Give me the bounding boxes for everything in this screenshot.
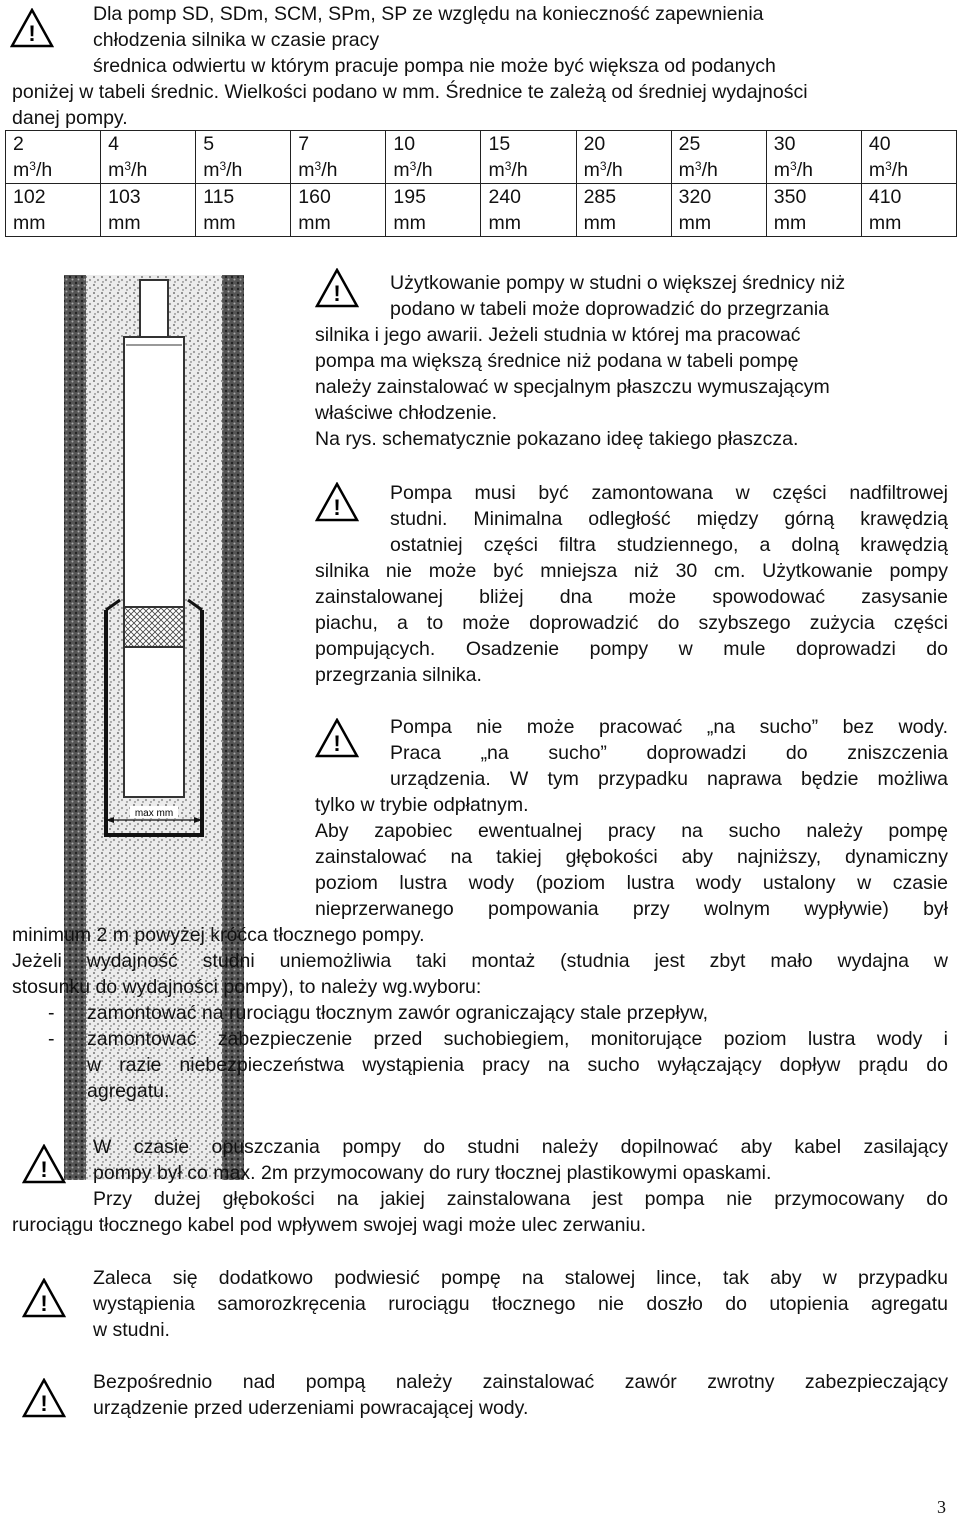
discharge-pipe [140, 280, 168, 340]
warning4-line-3: Przy dużej głębokości na jakiej zainstalowana jest pompa nie przymocowany do [93, 1188, 948, 1210]
flow-unit-exponent: 3 [314, 159, 322, 173]
svg-text:!: ! [40, 1391, 48, 1416]
warning3-line-5: Aby zapobiec ewentualnej pracy na sucho należy pompę [315, 820, 948, 842]
flow-unit-exponent: 3 [124, 159, 132, 173]
flow-unit-per-hour: /h [701, 159, 718, 181]
warning2-line-8: przegrzania silnika. [315, 664, 482, 686]
max-mm-label: max mm [134, 808, 174, 819]
warning2-indented [390, 480, 948, 558]
flow-cell [196, 131, 291, 184]
flow-unit-m: m [678, 159, 695, 181]
diameter-unit: mm [583, 212, 617, 234]
warning3-line-8: nieprzerwanego pompowania przy wolnym wypływie) był [315, 898, 948, 920]
flow-unit [488, 157, 575, 183]
flow-cell [481, 131, 576, 184]
warning1-line-4: pompa ma większą średnice niż podana w tabeli pompę [315, 350, 799, 372]
warning3-full [12, 948, 948, 1000]
warning3-line-10: Jeżeli wydajność studni uniemożliwia taki montaż (studnia jest zbyt mało wydajna w [12, 950, 948, 972]
warning3-line-9: minimum 2 m powyżej króćca tłocznego pompy. [12, 924, 425, 946]
warning1-line-3: silnika i jego awarii. Jeżeli studnia w której ma pracować [315, 324, 801, 346]
flow-unit-m: m [868, 159, 886, 181]
flow-unit-exponent: 3 [790, 159, 797, 173]
pump-intake-mesh [124, 607, 184, 647]
bullet-1-line-1: zamontować na rurociągu tłocznym zawór ograniczający stale przepływ, [87, 1002, 709, 1024]
bullet-dash: - [48, 1002, 55, 1024]
warning4-line-1: W czasie opuszczania pompy do studni należy dopilnować aby kabel zasilający [93, 1136, 948, 1158]
warning3-line-3: urządzenia. W tym przypadku naprawa będzie możliwa [390, 768, 948, 790]
flow-row [6, 131, 957, 184]
bullet-2-line-2: w razie niebezpieczeństwa wystąpienia pracy na sucho wyłączający dopływ prądu do [87, 1054, 948, 1076]
diameter-value: 350 [773, 186, 807, 208]
intro-line-5: danej pompy. [12, 107, 128, 129]
flow-unit-per-hour: /h [131, 159, 148, 181]
flow-unit [584, 157, 671, 183]
warning3-line-2: Praca „na sucho” doprowadzi do zniszczenia [390, 742, 948, 764]
flow-cell [861, 131, 956, 184]
diameter-row [6, 184, 957, 237]
diameter-cell [861, 184, 956, 237]
diameter-unit: mm [203, 212, 236, 234]
diameter-table [5, 130, 957, 237]
bullet-2-line-1: zamontować zabezpieczenie przed suchobiegiem, monitorujące poziom lustra wody i [87, 1028, 948, 1050]
warning3-line-4: tylko w trybie odpłatnym. [315, 794, 529, 816]
pump-body [124, 337, 184, 607]
diameter-cell [481, 184, 576, 237]
warning-triangle-icon [315, 718, 359, 758]
flow-value: 5 [203, 133, 215, 155]
diameter-value: 410 [868, 186, 902, 208]
warning4-line-2: pompy był co max. 2m przymocowany do rury tłocznej plastikowymi opaskami. [93, 1162, 772, 1184]
warning6-line-2: urządzenie przed uderzeniami powracającej wody. [93, 1397, 529, 1419]
flow-unit-exponent: 3 [219, 159, 227, 173]
flow-unit-per-hour: /h [35, 159, 53, 181]
flow-cell [386, 131, 481, 184]
warning3-body [315, 818, 948, 922]
warning1-line-6: właściwe chłodzenie. [315, 402, 498, 424]
flow-unit-m: m [583, 159, 600, 181]
intro-line-1: Dla pomp SD, SDm, SCM, SPm, SP ze względu na konieczność zapewnienia [93, 3, 764, 25]
bullet-2 [87, 1026, 948, 1104]
svg-text:!: ! [28, 21, 36, 46]
intro-line-2: chłodzenia silnika w czasie pracy [93, 29, 380, 51]
diameter-value: 102 [13, 186, 46, 208]
warning5-line-2: wystąpienia samorozkręcenia rurociągu tłocznego nie doszło do utopienia agregatu [93, 1293, 948, 1315]
warning-triangle-icon [22, 1278, 66, 1318]
flow-unit [298, 157, 385, 183]
svg-text:!: ! [333, 731, 341, 756]
bullet-dash: - [48, 1028, 55, 1050]
flow-unit [774, 157, 861, 183]
warning1-line-2: podano w tabeli może doprowadzić do przegrzania [390, 298, 830, 320]
flow-cell [576, 131, 671, 184]
warning5-block [93, 1265, 948, 1343]
warning4-line-4: rurociągu tłocznego kabel pod wpływem swojej wagi może ulec zerwaniu. [12, 1214, 647, 1236]
flow-unit [679, 157, 766, 183]
diameter-unit: mm [868, 212, 902, 234]
warning2-line-7: pompujących. Osadzenie pompy w mule doprowadzi do [315, 638, 948, 660]
warning3-line-6: zainstalować na takiej głębokości aby najniższy, dynamiczny [315, 846, 948, 868]
warning1-line-1: Użytkowanie pompy w studni o większej średnicy niż [390, 272, 846, 294]
flow-cell [766, 131, 861, 184]
warning6-line-1: Bezpośrednio nad pompą należy zainstalować zawór zwrotny zabezpieczający [93, 1371, 948, 1393]
flow-unit-m: m [393, 159, 410, 181]
diameter-unit: mm [488, 212, 521, 234]
warning2-line-5: zainstalowanej bliżej dna może spowodować zasysanie [315, 586, 948, 608]
flow-unit-m: m [488, 159, 505, 181]
warning3-line-1: Pompa nie może pracować „na sucho” bez wody. [390, 716, 948, 738]
flow-unit-exponent: 3 [409, 159, 417, 173]
flow-unit-m: m [203, 159, 220, 181]
diameter-value: 320 [678, 186, 712, 208]
flow-value: 2 [13, 133, 24, 155]
flow-unit-per-hour: /h [321, 159, 338, 181]
warning1-line-7: Na rys. schematycznie pokazano ideę takiego płaszcza. [315, 428, 799, 450]
svg-text:!: ! [40, 1291, 48, 1316]
flow-unit-m: m [108, 159, 125, 181]
flow-unit [393, 157, 480, 183]
flow-unit [869, 157, 956, 183]
svg-text:!: ! [40, 1157, 48, 1182]
well-wall-left [64, 275, 86, 1180]
flow-unit-exponent: 3 [599, 159, 607, 173]
flow-value: 15 [488, 133, 511, 155]
flow-unit-m: m [13, 159, 30, 181]
warning5-line-3: w studni. [93, 1319, 170, 1341]
intro-line-4: poniżej w tabeli średnic. Wielkości podano w mm. Średnice te zależą od średniej wydajności [12, 81, 808, 103]
flow-unit-per-hour: /h [606, 159, 623, 181]
svg-text:!: ! [333, 495, 341, 520]
flow-unit-exponent: 3 [504, 159, 512, 173]
diameter-value: 160 [298, 186, 331, 208]
diameter-cell [6, 184, 101, 237]
flow-unit-exponent: 3 [694, 159, 702, 173]
flow-value: 20 [583, 133, 606, 155]
page-number: 3 [937, 1497, 946, 1517]
diameter-value: 240 [488, 186, 522, 208]
flow-unit-per-hour: /h [796, 159, 813, 181]
flow-cell [671, 131, 766, 184]
diameter-value: 285 [583, 186, 617, 208]
flow-unit [203, 157, 290, 183]
pump-motor [124, 647, 184, 797]
flow-value: 10 [393, 133, 416, 155]
warning2-line-1: Pompa musi być zamontowana w części nadfiltrowej [390, 482, 948, 504]
diameter-cell [576, 184, 671, 237]
bullet-2-line-3: agregatu. [87, 1080, 170, 1102]
flow-unit-m: m [298, 159, 315, 181]
warning3-indented [390, 714, 948, 792]
diameter-value: 115 [203, 186, 235, 208]
warning1-line-5: należy zainstalować w specjalnym płaszczu wymuszającym [315, 376, 830, 398]
diameter-unit: mm [678, 212, 712, 234]
flow-unit-per-hour: /h [226, 159, 243, 181]
flow-value: 4 [108, 133, 119, 155]
flow-value: 25 [678, 133, 701, 155]
flow-cell [101, 131, 196, 184]
flow-unit-per-hour: /h [416, 159, 433, 181]
diameter-unit: mm [108, 212, 141, 234]
warning2-line-3: ostatniej części filtra studziennego, a dolną krawędzią [390, 534, 948, 556]
warning-triangle-icon [10, 8, 54, 48]
warning2-line-2: studni. Minimalna odległość między górną krawędzią [390, 508, 948, 530]
flow-unit-per-hour: /h [891, 159, 909, 181]
diameter-unit: mm [773, 212, 807, 234]
diameter-cell [671, 184, 766, 237]
diameter-cell [196, 184, 291, 237]
diameter-cell [101, 184, 196, 237]
warning3-line-11: stosunku do wydajności pompy), to należy wg.wyboru: [12, 976, 482, 998]
diameter-value: 195 [393, 186, 426, 208]
warning-triangle-icon [315, 268, 359, 308]
flow-unit [108, 157, 195, 183]
warning2-line-6: piachu, a to może doprowadzić do szybszego zużycia części [315, 612, 948, 634]
warning5-line-1: Zaleca się dodatkowo podwiesić pompę na stalowej lince, tak aby w przypadku [93, 1267, 948, 1289]
warning2-line-4: silnika nie może być mniejsza niż 30 cm. Użytkowanie pompy [315, 560, 948, 582]
flow-unit-per-hour: /h [511, 159, 528, 181]
diameter-cell [766, 184, 861, 237]
warning-triangle-icon [315, 482, 359, 522]
flow-value: 30 [773, 133, 796, 155]
warning3-line-7: poziom lustra wody (poziom lustra wody ustalony w czasie [315, 872, 948, 894]
warning6-block [93, 1369, 948, 1421]
flow-unit-exponent: 3 [885, 159, 892, 173]
flow-value: 40 [868, 133, 891, 155]
flow-cell [291, 131, 386, 184]
warning2-body [315, 558, 948, 688]
flow-cell [6, 131, 101, 184]
flow-unit-m: m [773, 159, 790, 181]
diameter-unit: mm [298, 212, 331, 234]
flow-unit-exponent: 3 [29, 159, 36, 173]
intro-line-3: średnica odwiertu w którym pracuje pompa nie może być większa od podanych [93, 55, 776, 77]
diameter-cell [291, 184, 386, 237]
svg-text:!: ! [333, 281, 341, 306]
diameter-unit: mm [393, 212, 426, 234]
warning-triangle-icon [22, 1144, 66, 1184]
flow-unit [13, 157, 100, 183]
flow-value: 7 [298, 133, 310, 155]
diameter-cell [386, 184, 481, 237]
diameter-unit: mm [13, 212, 46, 234]
warning-triangle-icon [22, 1378, 66, 1418]
warning4-indented [93, 1134, 948, 1212]
diameter-value: 103 [108, 186, 141, 208]
